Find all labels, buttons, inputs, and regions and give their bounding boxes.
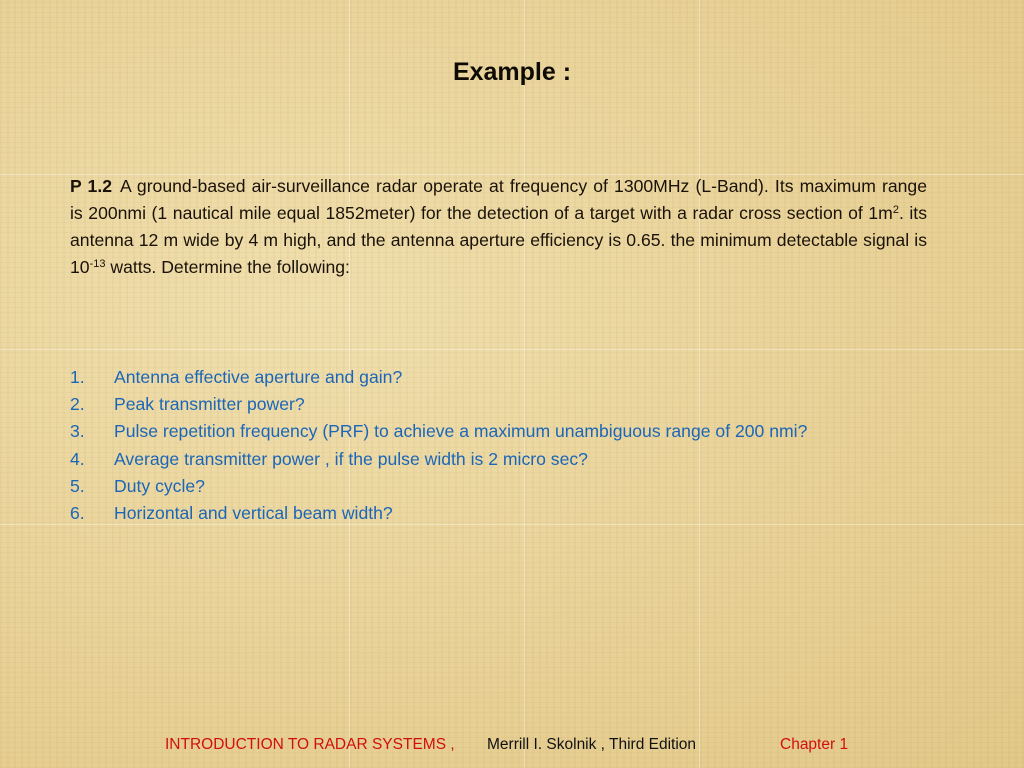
slide-title: Example : <box>452 58 572 86</box>
question-number: 1. <box>70 367 85 387</box>
problem-text-part: A ground-based air-surveillance radar operate at frequency of 1300MHz (L-Band). Its maximum range is 200nmi (1 nautical mile equal 1852meter) for the detection of a target with a radar cross section of 1m <box>70 176 927 223</box>
texture-seam <box>0 349 1024 350</box>
question-list <box>70 364 950 527</box>
question-text: Average transmitter power , if the pulse width is 2 micro sec? <box>114 448 588 469</box>
problem-statement <box>70 173 927 281</box>
question-item <box>70 364 950 391</box>
question-number: 3. <box>70 421 85 442</box>
question-text: Duty cycle? <box>114 475 205 496</box>
question-item <box>70 391 950 418</box>
question-text: Horizontal and vertical beam width? <box>114 503 393 524</box>
question-number: 4. <box>70 448 85 469</box>
problem-text-part: . its antenna 12 m wide by 4 m high, and the antenna aperture efficiency is 0.65. the minimum detectable signal is 10 <box>70 203 927 277</box>
question-item <box>70 446 950 473</box>
question-text: Antenna effective aperture and gain? <box>114 367 403 387</box>
question-text: Pulse repetition frequency (PRF) to achieve a maximum unambiguous range of 200 nmi? <box>114 421 808 442</box>
footer-author: Merrill I. Skolnik , Third Edition <box>487 736 697 753</box>
question-item <box>70 418 950 445</box>
superscript: 2 <box>892 204 899 216</box>
question-number: 2. <box>70 394 85 415</box>
superscript: -13 <box>89 258 106 270</box>
question-number: 6. <box>70 503 85 524</box>
problem-text-part: watts. Determine the following: <box>105 257 350 277</box>
question-item <box>70 500 950 527</box>
question-item <box>70 473 950 500</box>
problem-id: P 1.2 <box>70 176 113 196</box>
question-text: Peak transmitter power? <box>114 394 305 415</box>
question-number: 5. <box>70 475 85 496</box>
footer-book-title: INTRODUCTION TO RADAR SYSTEMS , <box>165 736 455 753</box>
footer-chapter: Chapter 1 <box>780 736 849 753</box>
